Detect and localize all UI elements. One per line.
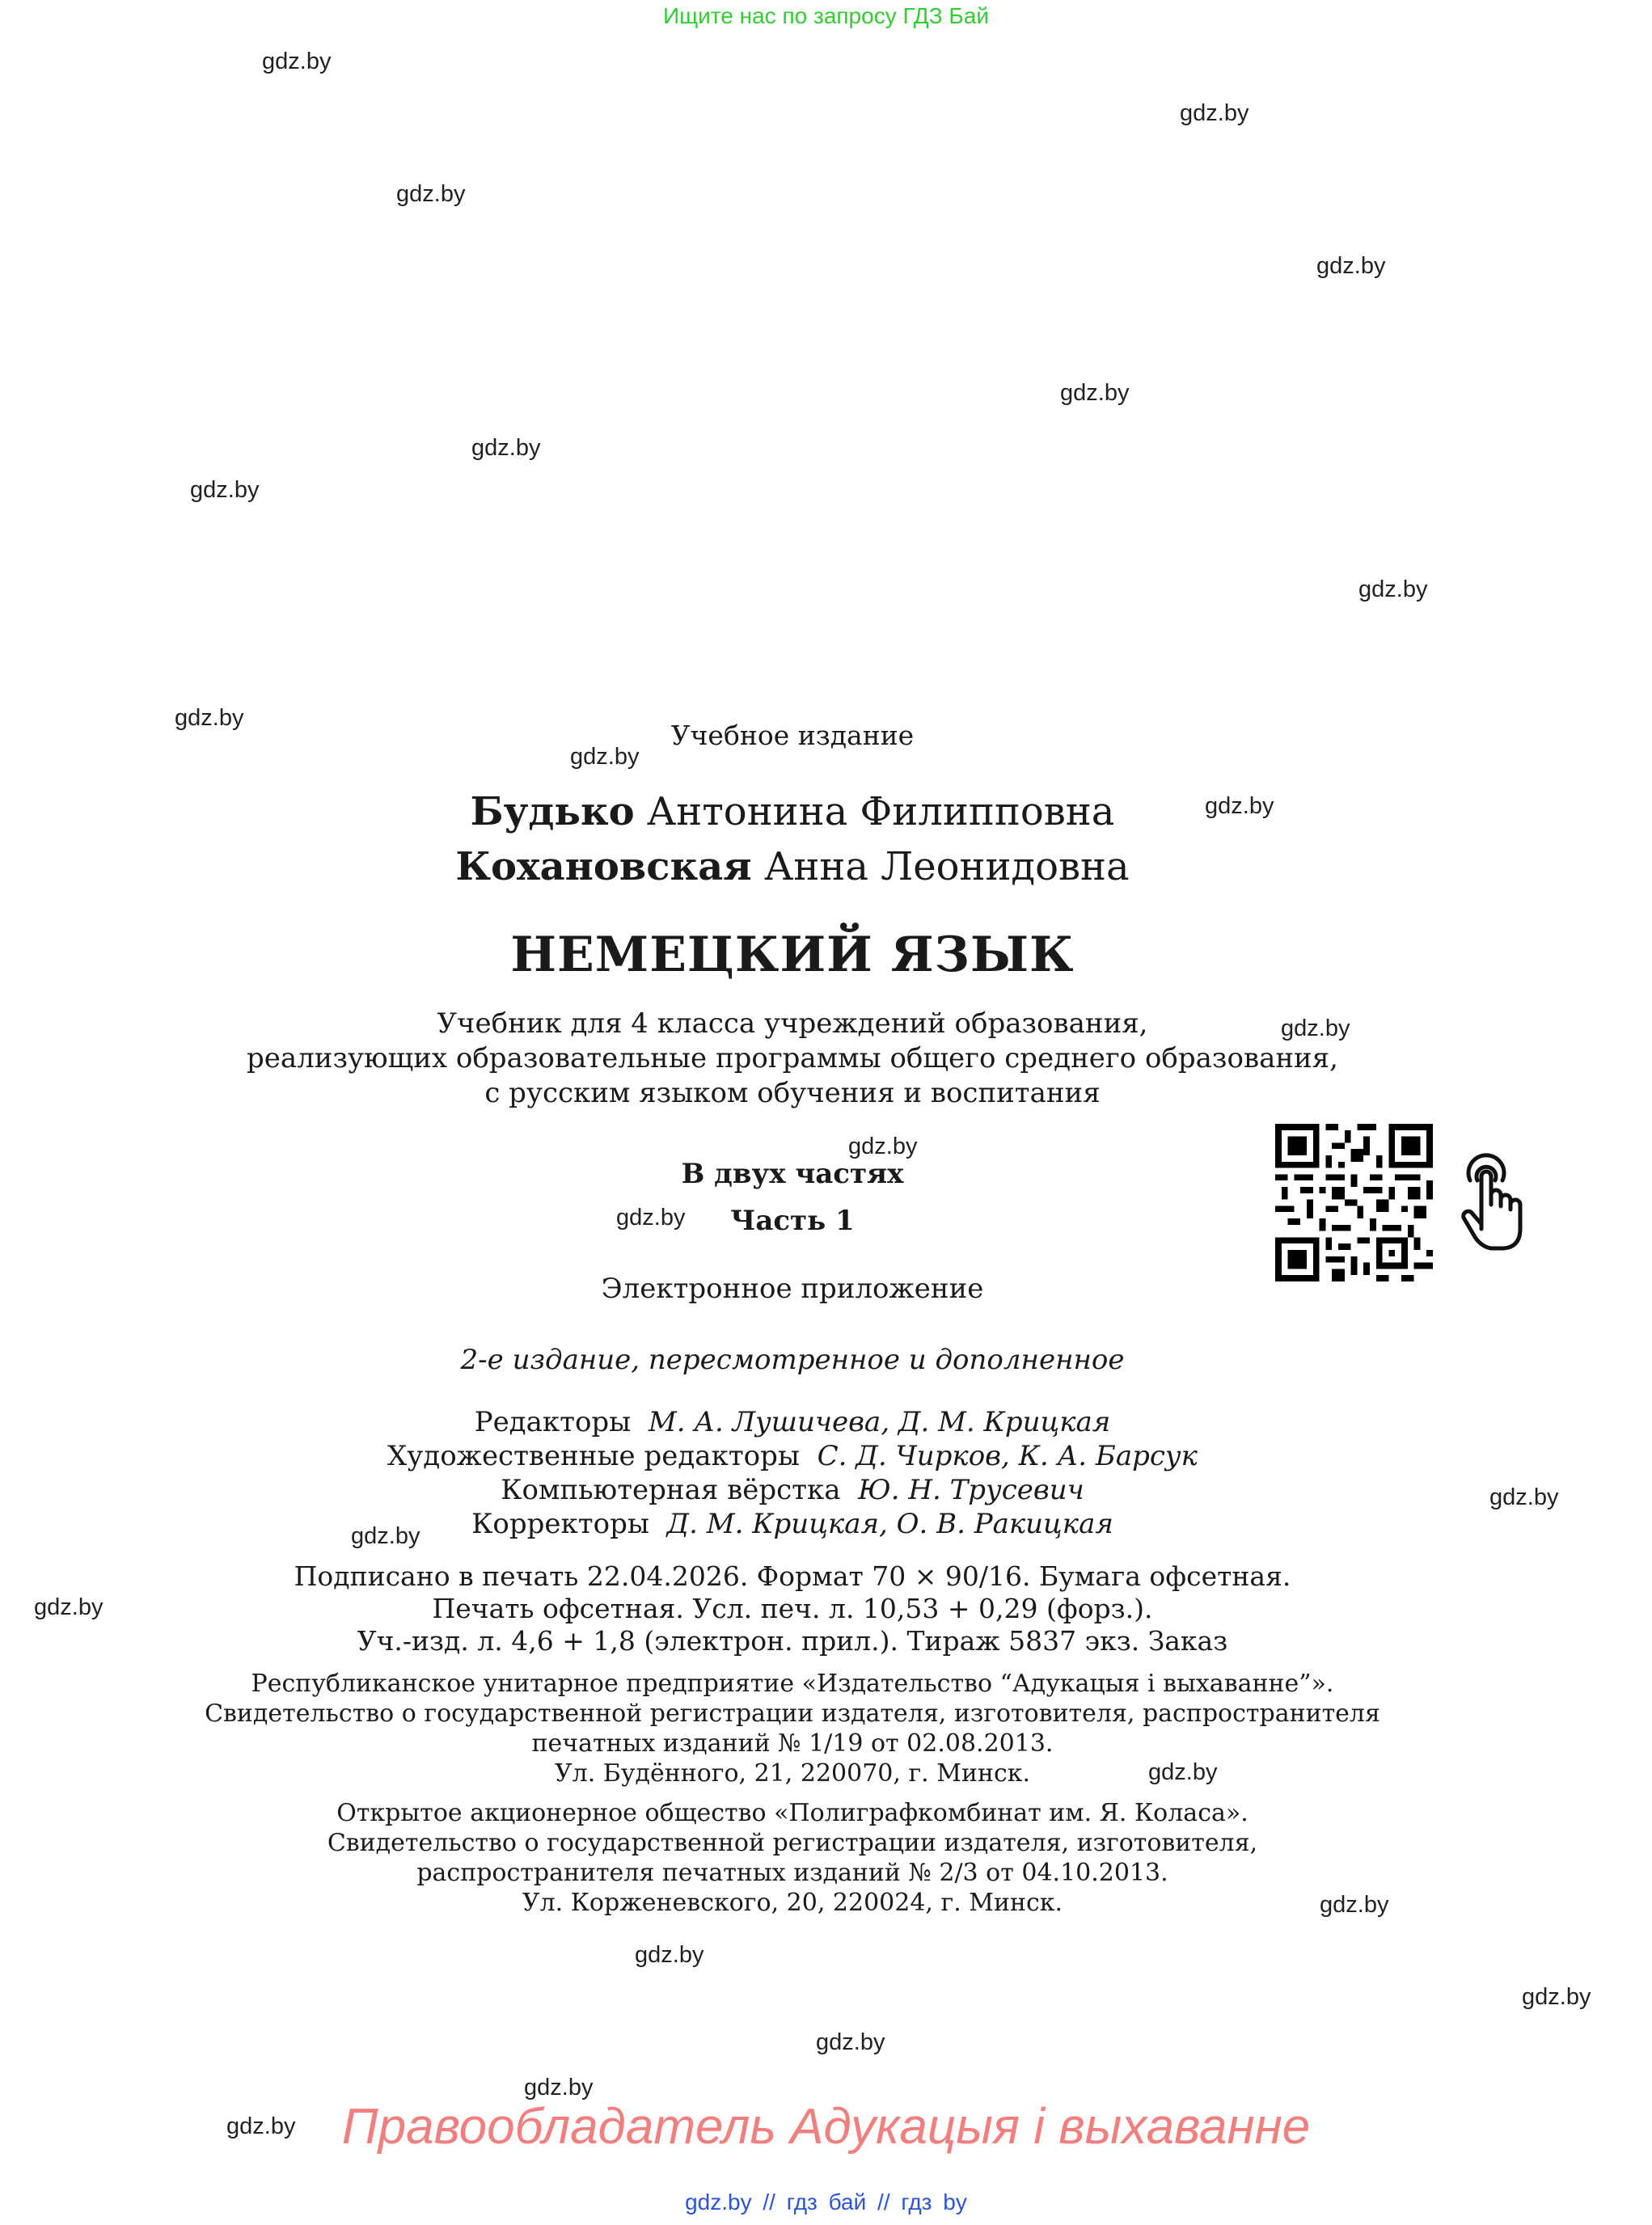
watermark: gdz.by: [1320, 1892, 1389, 1918]
credit-role: Компьютерная вёрстка: [501, 1474, 841, 1506]
watermark: gdz.by: [816, 2029, 885, 2055]
watermark: gdz.by: [226, 2113, 296, 2139]
watermark: gdz.by: [570, 744, 640, 770]
footer-link[interactable]: gdz.by: [685, 2189, 752, 2214]
watermark: gdz.by: [1180, 100, 1249, 126]
author: [0, 844, 1585, 889]
electronic-app-label: Электронное приложение: [601, 1273, 984, 1305]
footer-separator: //: [877, 2189, 890, 2214]
publisher-line: печатных изданий № 1/19 от 02.08.2013.: [531, 1729, 1054, 1758]
watermark: gdz.by: [1281, 1015, 1350, 1041]
print-info: [0, 1560, 1585, 1657]
author-surname: Кохановская: [455, 844, 752, 889]
touch-hand-icon: [1456, 1148, 1528, 1253]
credit-role: Корректоры: [471, 1508, 649, 1540]
subtitle: [0, 1007, 1585, 1111]
credit-names: Д. М. Крицкая, О. В. Ракицкая: [666, 1508, 1113, 1540]
publisher-line: Ул. Будённого, 21, 220070, г. Минск.: [554, 1759, 1031, 1788]
qr-code-icon[interactable]: [1275, 1124, 1433, 1281]
publisher-info: [0, 1669, 1585, 1788]
printer-line: Свидетельство о государственной регистрации издателя, изготовителя,: [327, 1829, 1258, 1857]
watermark: gdz.by: [1358, 576, 1428, 602]
watermark: gdz.by: [1060, 380, 1130, 406]
rights-holder: Правообладатель Адукацыя і выхаванне: [341, 2099, 1311, 2155]
watermark: gdz.by: [396, 181, 466, 207]
part-number: Часть 1: [730, 1205, 855, 1237]
subtitle-line: с русским языком обучения и воспитания: [484, 1077, 1101, 1109]
credit-names: Ю. Н. Трусевич: [858, 1474, 1084, 1506]
credit-line: [0, 1473, 1585, 1510]
watermark: gdz.by: [351, 1523, 420, 1549]
parts-label: В двух частях: [681, 1158, 904, 1190]
author-name: Анна Леонидовна: [763, 844, 1130, 889]
printer-line: Ул. Корженевского, 20, 220024, г. Минск.: [522, 1889, 1063, 1917]
watermark: gdz.by: [1148, 1759, 1218, 1785]
watermark: gdz.by: [190, 477, 260, 503]
author-name: Антонина Филипповна: [646, 789, 1115, 834]
author: [0, 789, 1585, 834]
credit-line: [0, 1405, 1585, 1439]
credits: [0, 1405, 1585, 1541]
footer-link[interactable]: гдз бай: [786, 2189, 867, 2214]
watermark: gdz.by: [262, 49, 332, 74]
subtitle-line: реализующих образовательные программы общего среднего образования,: [247, 1042, 1338, 1075]
watermark: gdz.by: [471, 435, 541, 461]
subtitle-line: Учебник для 4 класса учреждений образования,: [437, 1007, 1148, 1040]
watermark: gdz.by: [616, 1205, 686, 1231]
footer-link[interactable]: гдз by: [901, 2189, 967, 2214]
printer-line: распространителя печатных изданий № 2/3 от 04.10.2013.: [416, 1859, 1168, 1887]
publisher-line: Республиканское унитарное предприятие «Издательство “Адукацыя і выхаванне”».: [251, 1670, 1334, 1698]
footer-links: [0, 2191, 1652, 2214]
credit-names: С. Д. Чирков, К. А. Барсук: [817, 1440, 1198, 1472]
watermark: gdz.by: [175, 705, 244, 731]
revision-note: 2-е издание, пересмотренное и дополненное: [460, 1344, 1125, 1376]
publisher-line: Свидетельство о государственной регистрации издателя, изготовителя, распространителя: [205, 1699, 1380, 1728]
credit-role: Редакторы: [474, 1406, 632, 1438]
printer-line: Открытое акционерное общество «Полиграфкомбинат им. Я. Коласа».: [336, 1799, 1249, 1827]
credit-names: М. А. Лушичева, Д. М. Крицкая: [648, 1406, 1111, 1438]
print-info-line: Печать офсетная. Усл. печ. л. 10,53 + 0,29 (форз.).: [432, 1593, 1153, 1624]
credit-role: Художественные редакторы: [387, 1440, 800, 1472]
credit-line: [0, 1507, 1585, 1541]
watermark: gdz.by: [1205, 793, 1274, 819]
watermark: gdz.by: [524, 2075, 594, 2100]
watermark: gdz.by: [1522, 1984, 1591, 2010]
book-title: НЕМЕЦКИЙ ЯЗЫК: [510, 927, 1075, 983]
footer-separator: //: [763, 2189, 775, 2214]
edition-label: Учебное издание: [670, 720, 915, 751]
credit-line: [0, 1439, 1585, 1473]
watermark: gdz.by: [635, 1942, 704, 1968]
author-surname: Будько: [470, 789, 635, 834]
print-info-line: Уч.-изд. л. 4,6 + 1,8 (электрон. прил.). Тираж 5837 экз. Заказ: [357, 1625, 1228, 1657]
watermark: gdz.by: [848, 1134, 918, 1159]
top-banner[interactable]: Ищите нас по запросу ГДЗ Бай: [662, 3, 990, 28]
printer-info: [0, 1798, 1585, 1918]
watermark: gdz.by: [1489, 1484, 1559, 1510]
print-info-line: Подписано в печать 22.04.2026. Формат 70 × 90/16. Бумага офсетная.: [294, 1560, 1291, 1592]
watermark: gdz.by: [34, 1594, 104, 1620]
watermark: gdz.by: [1316, 253, 1386, 279]
